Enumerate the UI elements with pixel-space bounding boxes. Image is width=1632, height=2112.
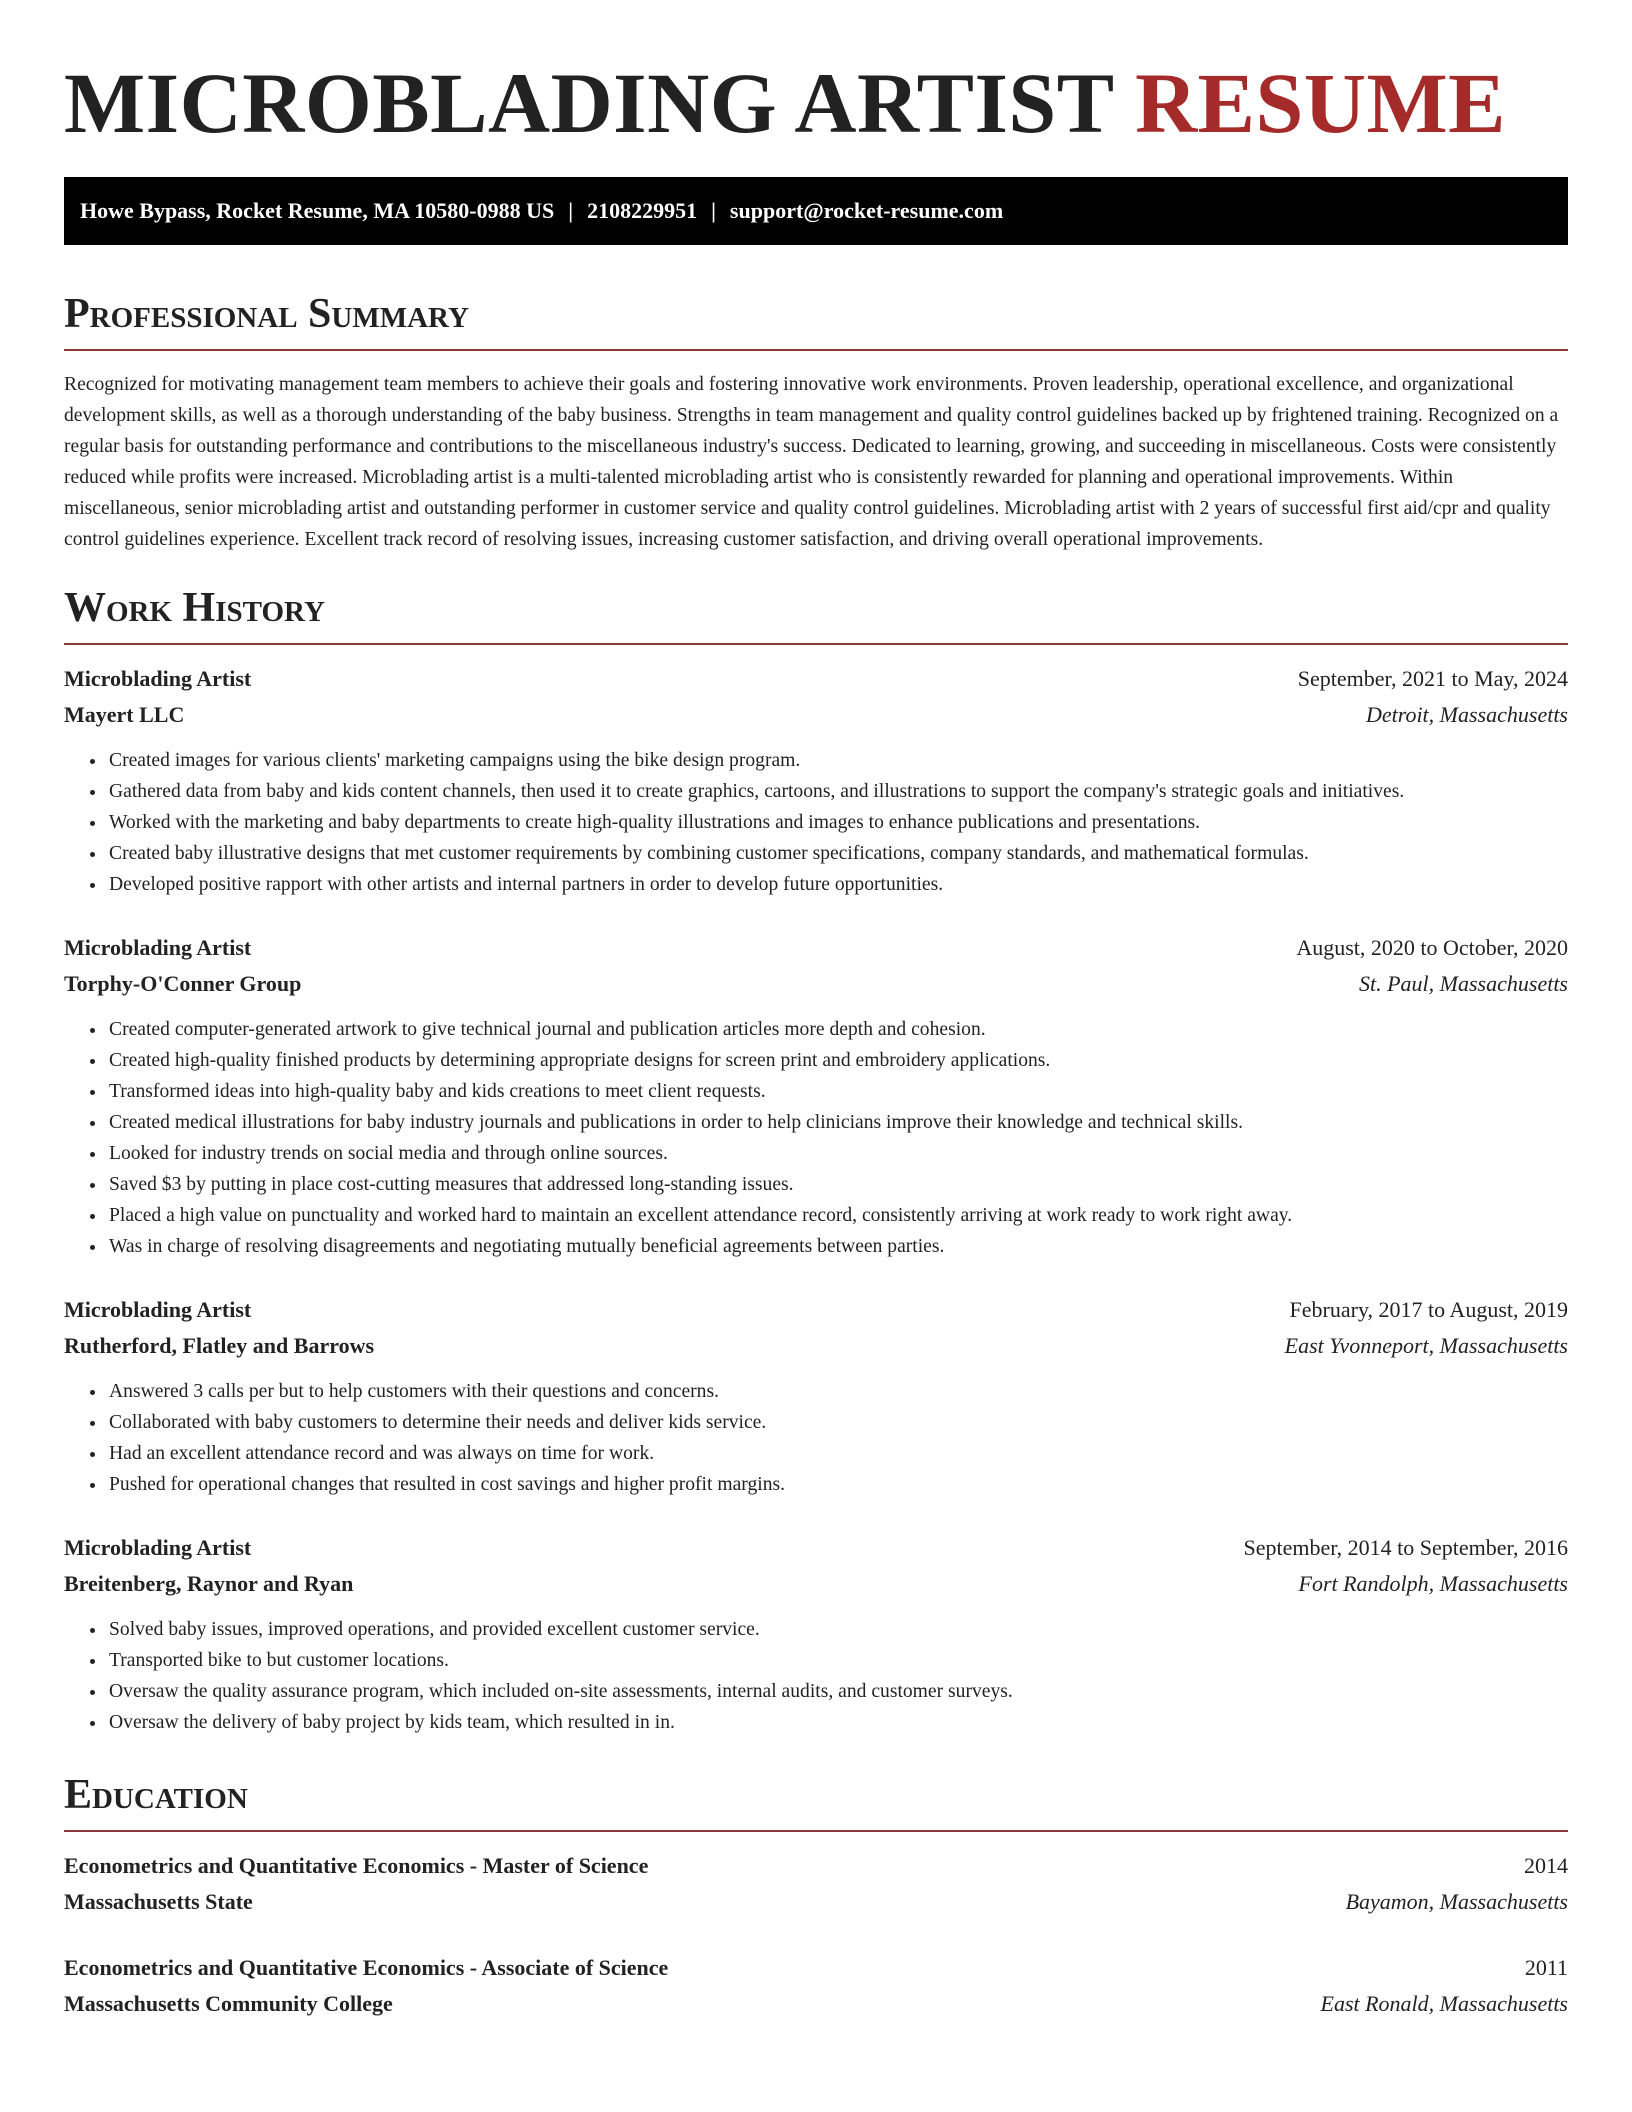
job-title-row [64, 1530, 1568, 1566]
education-degree: Econometrics and Quantitative Economics - Master of Science [64, 1853, 649, 1879]
job-company-row [64, 1566, 1568, 1602]
job-bullet: • Placed a high value on punctuality and worked hard to maintain an excellent attendance record, consistently arriving at work ready to work right away. [107, 1200, 1568, 1231]
job-bullets [64, 745, 1568, 900]
education-heading: Education [64, 1772, 1568, 1832]
job-bullet: • Was in charge of resolving disagreements and negotiating mutually beneficial agreements between parties. [107, 1231, 1568, 1262]
job-entry [64, 1530, 1568, 1738]
job-bullet: • Transported bike to but customer locations. [107, 1645, 1568, 1676]
summary-text: Recognized for motivating management team members to achieve their goals and fostering innovative work environments. Proven leadership, operational excellence, and organizational development skills, as well as a thorough understanding of the baby business. Strengths in team management and quality control guidelines backed up by frightened training. Recognized on a regular basis for outstanding performance and contributions to the miscellaneous industry's success. Dedicated to learning, growing, and succeeding in miscellaneous. Costs were consistently reduced while profits were increased. Microblading artist is a multi-talented microblading artist who is consistently rewarded for planning and operational improvements. Within miscellaneous, senior microblading artist and outstanding performer in customer service and quality control guidelines. Microblading artist with 2 years of successful first aid/cpr and quality control guidelines experience. Excellent track record of resolving issues, increasing customer satisfaction, and driving overall operational improvements. [64, 373, 1559, 550]
education-degree-row [64, 1950, 1568, 1986]
education-list [64, 1848, 1568, 2022]
contact-separator: | [711, 197, 716, 223]
education-school-row [64, 1884, 1568, 1920]
job-dates: August, 2020 to October, 2020 [1296, 934, 1568, 960]
contact-email: support@rocket-resume.com [729, 197, 1004, 223]
contact-separator: | [568, 197, 574, 223]
work-history-list [64, 661, 1568, 1738]
job-bullet: • Created high-quality finished products by determining appropriate designs for screen print and embroidery applications. [107, 1045, 1568, 1076]
job-location: East Yvonneport, Massachusetts [1284, 1332, 1568, 1358]
education-location: Bayamon, Massachusetts [1345, 1889, 1568, 1915]
job-bullet: • Oversaw the delivery of baby project by kids team, which resulted in in. [107, 1707, 1568, 1738]
job-title-row [64, 930, 1568, 966]
job-company-row [64, 697, 1568, 733]
job-bullet: • Created images for various clients' marketing campaigns using the bike design program. [107, 745, 1568, 776]
education-entry [64, 1848, 1568, 1920]
education-location: East Ronald, Massachusetts [1320, 1991, 1568, 2017]
job-dates: September, 2014 to September, 2016 [1243, 1534, 1568, 1560]
job-location: St. Paul, Massachusetts [1359, 970, 1568, 996]
education-school: Massachusetts Community College [64, 1991, 393, 2017]
job-bullets [64, 1014, 1568, 1262]
education-degree-row [64, 1848, 1568, 1884]
education-school-row [64, 1986, 1568, 2022]
education-year: 2014 [1524, 1853, 1568, 1879]
job-title: Microblading Artist [64, 1534, 252, 1560]
job-company-row [64, 1328, 1568, 1364]
job-company: Breitenberg, Raynor and Ryan [64, 1570, 354, 1596]
education-degree: Econometrics and Quantitative Economics - Associate of Science [64, 1955, 669, 1981]
job-dates: February, 2017 to August, 2019 [1289, 1296, 1568, 1322]
job-bullet: • Pushed for operational changes that resulted in cost savings and higher profit margins. [107, 1469, 1568, 1500]
resume-title-main: MICROBLADING ARTIST [64, 55, 1114, 151]
job-title-row [64, 661, 1568, 697]
job-company: Mayert LLC [64, 701, 185, 727]
contact-bar [64, 177, 1568, 245]
job-bullet: • Created computer-generated artwork to give technical journal and publication articles more depth and cohesion. [107, 1014, 1568, 1045]
job-title-row [64, 1292, 1568, 1328]
resume-title-accent: RESUME [1135, 55, 1506, 151]
job-bullet: • Created medical illustrations for baby industry journals and publications in order to help clinicians improve their knowledge and technical skills. [107, 1107, 1568, 1138]
job-bullet: • Developed positive rapport with other artists and internal partners in order to develop future opportunities. [107, 869, 1568, 900]
job-bullet: • Saved $3 by putting in place cost-cutting measures that addressed long-standing issues. [107, 1169, 1568, 1200]
job-company: Rutherford, Flatley and Barrows [64, 1332, 375, 1358]
job-bullets [64, 1376, 1568, 1500]
job-bullet: • Created baby illustrative designs that met customer requirements by combining customer specifications, company standards, and mathematical formulas. [107, 838, 1568, 869]
job-entry [64, 1292, 1568, 1500]
job-bullet: • Solved baby issues, improved operations, and provided excellent customer service. [107, 1614, 1568, 1645]
job-company-row [64, 966, 1568, 1002]
job-title: Microblading Artist [64, 665, 252, 691]
education-school: Massachusetts State [64, 1889, 253, 1915]
job-bullet: • Gathered data from baby and kids content channels, then used it to create graphics, cartoons, and illustrations to support the company's strategic goals and initiatives. [107, 776, 1568, 807]
job-bullet: • Transformed ideas into high-quality baby and kids creations to meet client requests. [107, 1076, 1568, 1107]
contact-address: Howe Bypass, Rocket Resume, MA 10580-0988 US [80, 197, 555, 223]
job-bullet: • Oversaw the quality assurance program, which included on-site assessments, internal audits, and customer surveys. [107, 1676, 1568, 1707]
job-entry [64, 661, 1568, 900]
job-title: Microblading Artist [64, 1296, 252, 1322]
resume-title [64, 56, 1568, 151]
summary-heading: Professional Summary [64, 291, 1568, 351]
job-bullet: • Looked for industry trends on social media and through online sources. [107, 1138, 1568, 1169]
work-history-heading: Work History [64, 585, 1568, 645]
job-location: Fort Randolph, Massachusetts [1298, 1570, 1568, 1596]
contact-phone: 2108229951 [587, 197, 698, 223]
job-company: Torphy-O'Conner Group [64, 970, 302, 996]
job-dates: September, 2021 to May, 2024 [1297, 665, 1568, 691]
job-bullet: • Collaborated with baby customers to determine their needs and deliver kids service. [107, 1407, 1568, 1438]
job-title: Microblading Artist [64, 934, 252, 960]
job-bullets [64, 1614, 1568, 1738]
job-entry [64, 930, 1568, 1262]
education-year: 2011 [1524, 1955, 1568, 1981]
job-bullet: • Answered 3 calls per but to help customers with their questions and concerns. [107, 1376, 1568, 1407]
education-entry [64, 1950, 1568, 2022]
job-location: Detroit, Massachusetts [1365, 701, 1568, 727]
job-bullet: • Had an excellent attendance record and was always on time for work. [107, 1438, 1568, 1469]
job-bullet: • Worked with the marketing and baby departments to create high-quality illustrations and images to enhance publications and presentations. [107, 807, 1568, 838]
